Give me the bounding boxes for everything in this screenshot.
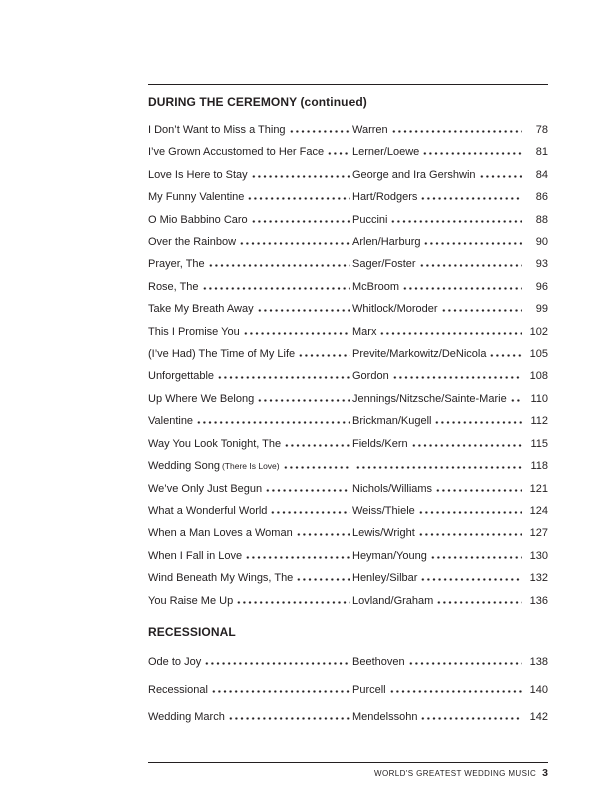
entry-title-cell [148, 253, 352, 275]
entry-page-number: 124 [529, 504, 548, 517]
dot-leader [389, 690, 522, 693]
entry-title-cell [148, 164, 352, 186]
entry-title: Way You Look Tonight, The [148, 437, 282, 450]
dot-leader [420, 578, 522, 581]
dot-leader [236, 601, 350, 604]
entry-title: Ode to Joy [148, 655, 202, 668]
entry-title-cell [148, 209, 352, 231]
dot-leader [419, 264, 522, 267]
dot-leader [408, 662, 522, 665]
entry-page-number: 93 [535, 258, 548, 271]
entry-composer: Fields/Kern [352, 437, 408, 450]
dot-leader [420, 717, 522, 720]
entry-title-cell [148, 321, 352, 343]
entry-composer-cell [352, 164, 524, 186]
toc-entry [148, 522, 548, 544]
entry-composer: Beethoven [352, 655, 405, 668]
toc-entry [148, 365, 548, 387]
entry-title-cell [148, 649, 352, 677]
entry-title: Unforgettable [148, 370, 215, 383]
entry-title: We’ve Only Just Begun [148, 482, 263, 495]
dot-leader [217, 376, 350, 379]
entry-title-cell [148, 455, 352, 477]
entry-page-number: 81 [535, 146, 548, 159]
entry-page-number: 130 [529, 549, 548, 562]
entry-title-cell [148, 478, 352, 500]
entry-title-cell [148, 231, 352, 253]
entry-composer-cell [352, 567, 524, 589]
dot-leader [434, 421, 522, 424]
entry-composer-cell [352, 410, 524, 432]
entry-title: This I Promise You [148, 325, 240, 338]
dot-leader [257, 399, 350, 402]
entry-composer-cell [352, 365, 524, 387]
entry-title: O Mio Babbino Caro [148, 213, 248, 226]
footer-page-number: 3 [542, 767, 548, 779]
page-footer [148, 762, 548, 779]
dot-leader [251, 220, 350, 223]
entry-title: Wedding Song [148, 460, 220, 473]
dot-leader [196, 421, 350, 424]
entry-title: Wind Beneath My Wings, The [148, 572, 294, 585]
entry-composer: Arlen/Harburg [352, 236, 421, 249]
toc-entry [148, 231, 548, 253]
dot-leader [418, 511, 522, 514]
entry-page-number: 112 [530, 415, 548, 428]
toc-entry [148, 500, 548, 522]
dot-leader [202, 287, 350, 290]
entry-page-number: 121 [529, 482, 548, 495]
dot-leader [251, 175, 350, 178]
entry-page-number: 142 [529, 711, 548, 724]
entry-composer-cell [352, 209, 524, 231]
entry-composer-cell [352, 141, 524, 163]
entry-composer-cell [352, 321, 524, 343]
entry-title: Love Is Here to Stay [148, 168, 248, 181]
entry-page-number: 115 [530, 437, 548, 450]
toc-entry [148, 298, 548, 320]
entry-title: What a Wonderful World [148, 504, 268, 517]
toc-entry [148, 677, 548, 705]
toc-entry [148, 649, 548, 677]
entry-title: (I’ve Had) The Time of My Life [148, 348, 296, 361]
dot-leader [379, 332, 522, 335]
dot-leader [228, 717, 350, 720]
entry-title-cell [148, 500, 352, 522]
entry-composer: Brickman/Kugell [352, 415, 432, 428]
entry-title: Prayer, The [148, 258, 205, 271]
section-heading: DURING THE CEREMONY (continued) [148, 95, 367, 109]
toc-entry [148, 590, 548, 612]
entry-composer-cell [352, 466, 524, 469]
dot-leader [355, 466, 522, 469]
entry-title: Wedding March [148, 711, 225, 724]
entry-title: My Funny Valentine [148, 191, 245, 204]
entry-composer: Nichols/Williams [352, 482, 433, 495]
entry-composer-cell [352, 704, 524, 732]
entry-composer: Previte/Markowitz/DeNicola [352, 348, 487, 361]
entry-page-number: 110 [530, 392, 548, 405]
entry-composer: Hart/Rodgers [352, 191, 418, 204]
dot-leader [243, 332, 350, 335]
dot-leader [239, 242, 350, 245]
dot-leader [436, 601, 522, 604]
entry-title-cell [148, 141, 352, 163]
dot-leader [211, 690, 350, 693]
entry-page-number: 127 [529, 527, 548, 540]
entry-composer-cell [352, 186, 524, 208]
top-rule [148, 84, 548, 85]
entry-composer-cell [352, 343, 524, 365]
entry-title: Valentine [148, 415, 194, 428]
entry-title-cell [148, 298, 352, 320]
dot-leader [489, 354, 522, 357]
footer-text [148, 767, 548, 779]
dot-leader [245, 556, 350, 559]
entry-page-number: 140 [529, 683, 548, 696]
dot-leader [422, 152, 522, 155]
entry-page-number: 132 [529, 572, 548, 585]
entry-title-cell [148, 388, 352, 410]
entry-composer: Henley/Silbar [352, 572, 418, 585]
dot-leader [430, 556, 522, 559]
toc-entry [148, 164, 548, 186]
toc-entry [148, 704, 548, 732]
entry-composer-cell [352, 433, 524, 455]
dot-leader [479, 175, 522, 178]
entry-composer: Lovland/Graham [352, 594, 434, 607]
entry-composer: Gordon [352, 370, 389, 383]
toc-entry [148, 410, 548, 432]
toc-section [148, 95, 548, 612]
section-heading: RECESSIONAL [148, 624, 236, 639]
entry-title: I’ve Grown Accustomed to Her Face [148, 146, 325, 159]
entry-composer: McBroom [352, 280, 400, 293]
entry-composer: Purcell [352, 683, 386, 696]
entry-page-number: 136 [529, 594, 548, 607]
entry-title: Up Where We Belong [148, 392, 255, 405]
entry-composer-cell [352, 298, 524, 320]
dot-leader [298, 354, 350, 357]
footer-book-title: WORLD'S GREATEST WEDDING MUSIC [374, 769, 537, 778]
entry-composer: Whitlock/Moroder [352, 303, 438, 316]
entry-title: When a Man Loves a Woman [148, 527, 293, 540]
dot-leader [270, 511, 350, 514]
entry-composer-cell [352, 253, 524, 275]
entry-page-number: 84 [535, 168, 548, 181]
dot-leader [423, 242, 522, 245]
entry-title-cell [148, 343, 352, 365]
entry-composer-cell [352, 590, 524, 612]
entry-page-number: 88 [535, 213, 548, 226]
dot-leader [289, 130, 350, 133]
entry-title: Rose, The [148, 280, 199, 293]
toc-entry [148, 343, 548, 365]
toc-entry [148, 141, 548, 163]
entry-composer-cell [352, 522, 524, 544]
dot-leader [327, 152, 350, 155]
entry-title-cell [148, 545, 352, 567]
entry-title-cell [148, 590, 352, 612]
entry-title-cell [148, 433, 352, 455]
entry-page-number: 86 [535, 191, 548, 204]
entry-page-number: 118 [530, 460, 548, 473]
entry-title-cell [148, 276, 352, 298]
entry-page-number: 102 [529, 325, 548, 338]
dot-leader [418, 533, 522, 536]
entry-composer: Mendelssohn [352, 711, 418, 724]
entry-title-note: (There Is Love) [221, 461, 280, 472]
dot-leader [392, 376, 522, 379]
entry-title: You Raise Me Up [148, 594, 234, 607]
dot-leader [208, 264, 350, 267]
table-of-contents [148, 95, 548, 732]
entry-title-cell [148, 186, 352, 208]
dot-leader [510, 399, 522, 402]
dot-leader [435, 489, 522, 492]
toc-entry [148, 567, 548, 589]
entry-composer: Jennings/Nitzsche/Sainte-Marie [352, 392, 507, 405]
entry-composer-cell [352, 500, 524, 522]
entry-title-cell [148, 119, 352, 141]
toc-entry [148, 455, 548, 477]
entry-composer-cell [352, 649, 524, 677]
toc-entry [148, 388, 548, 410]
entry-page-number: 96 [535, 280, 548, 293]
entry-composer-cell [352, 677, 524, 705]
dot-leader [391, 130, 522, 133]
toc-content [148, 84, 548, 732]
entry-title-cell [148, 522, 352, 544]
entry-composer: Warren [352, 124, 388, 136]
entry-composer: Lerner/Loewe [352, 146, 420, 159]
toc-entry [148, 209, 548, 231]
entry-page-number: 105 [529, 348, 548, 361]
entry-composer-cell [352, 545, 524, 567]
dot-leader [204, 662, 350, 665]
entry-page-number: 99 [535, 303, 548, 316]
entry-composer: Sager/Foster [352, 258, 416, 271]
entry-composer: George and Ira Gershwin [352, 168, 476, 181]
dot-leader [420, 197, 522, 200]
entry-composer-cell [352, 276, 524, 298]
entry-composer: Heyman/Young [352, 549, 427, 562]
entry-page-number: 138 [529, 655, 548, 668]
toc-entry [148, 119, 548, 141]
entry-title: I Don’t Want to Miss a Thing [148, 124, 286, 136]
entry-title-cell [148, 365, 352, 387]
toc-section [148, 625, 548, 732]
entry-composer-cell [352, 119, 524, 141]
toc-entry [148, 478, 548, 500]
entry-composer: Puccini [352, 213, 388, 226]
entry-title: Take My Breath Away [148, 303, 254, 316]
toc-entry [148, 253, 548, 275]
entry-composer-cell [352, 231, 524, 253]
entry-title: Over the Rainbow [148, 236, 237, 249]
entry-composer: Lewis/Wright [352, 527, 415, 540]
footer-rule [148, 762, 548, 763]
entry-title: When I Fall in Love [148, 549, 243, 562]
toc-entry [148, 433, 548, 455]
dot-leader [296, 533, 350, 536]
toc-entry [148, 545, 548, 567]
entry-title-cell [148, 677, 352, 705]
entry-title-cell [148, 567, 352, 589]
entry-page-number: 108 [529, 370, 548, 383]
toc-entry [148, 276, 548, 298]
dot-leader [441, 309, 522, 312]
toc-entry [148, 186, 548, 208]
dot-leader [265, 489, 350, 492]
dot-leader [390, 220, 522, 223]
entry-composer: Marx [352, 325, 377, 338]
entry-title-cell [148, 410, 352, 432]
entry-composer-cell [352, 478, 524, 500]
dot-leader [283, 466, 350, 469]
dot-leader [411, 444, 522, 447]
entry-title-cell [148, 704, 352, 732]
dot-leader [402, 287, 522, 290]
dot-leader [247, 197, 350, 200]
toc-entry [148, 321, 548, 343]
entry-page-number: 90 [535, 236, 548, 249]
entry-page-number: 78 [535, 124, 548, 136]
dot-leader [284, 444, 350, 447]
entry-title: Recessional [148, 683, 208, 696]
dot-leader [257, 309, 350, 312]
entry-composer-cell [352, 388, 524, 410]
entry-composer: Weiss/Thiele [352, 504, 415, 517]
dot-leader [296, 578, 350, 581]
